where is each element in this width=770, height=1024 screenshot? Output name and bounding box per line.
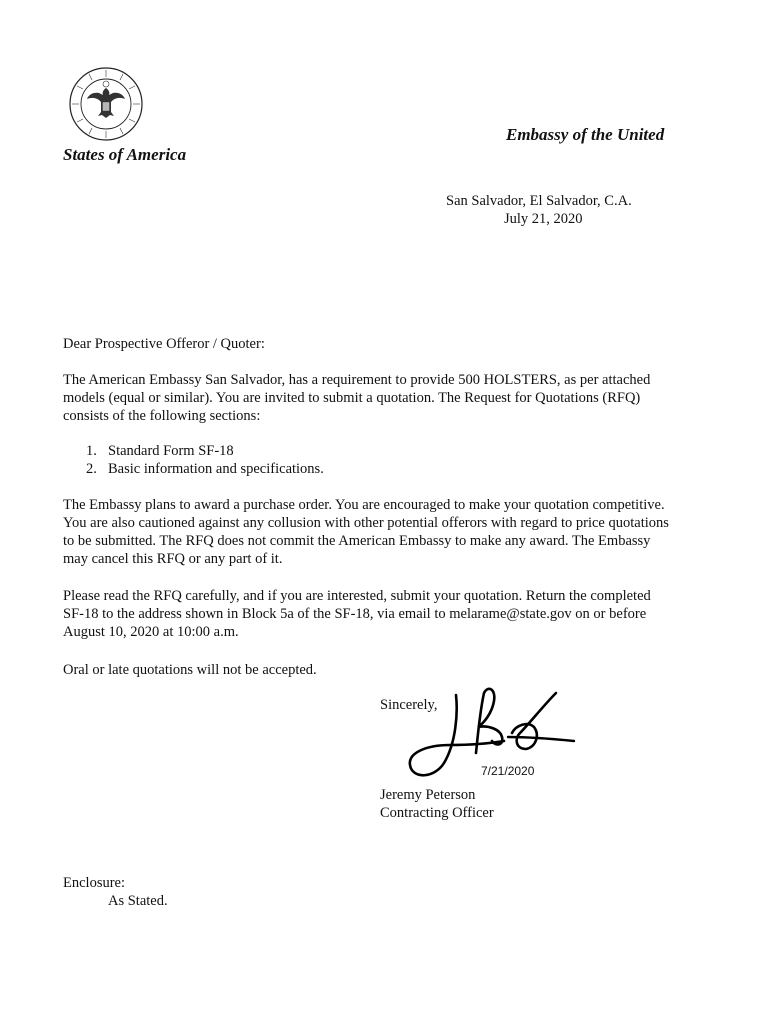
letter-date: July 21, 2020 <box>504 211 583 227</box>
department-of-state-seal-icon <box>68 66 144 142</box>
paragraph-2 <box>63 496 713 568</box>
paragraph-3-line: SF-18 to the address shown in Block 5a of the SF-18, via email to melarame@state.gov on or before <box>63 606 647 622</box>
signer-name: Jeremy Peterson <box>380 787 476 803</box>
paragraph-2-line: to be submitted. The RFQ does not commit the American Embassy to make any award. The Embassy <box>63 533 651 549</box>
list-number: 2. <box>86 461 97 477</box>
embassy-title-line2: States of America <box>63 145 187 164</box>
list-text: Standard Form SF-18 <box>108 443 234 459</box>
paragraph-2-line: The Embassy plans to award a purchase order. You are encouraged to make your quotation competitive. <box>63 497 665 513</box>
signature-date: 7/21/2020 <box>481 764 535 778</box>
list-item <box>86 460 324 478</box>
list-item <box>86 442 324 460</box>
paragraph-2-line: You are also cautioned against any collusion with other potential offerors with regard to price quotations <box>63 515 669 531</box>
list-number: 1. <box>86 443 97 459</box>
paragraph-3-line: Please read the RFQ carefully, and if you are interested, submit your quotation. Return the completed <box>63 588 651 604</box>
paragraph-3-line: August 10, 2020 at 10:00 a.m. <box>63 624 239 640</box>
rfq-sections-list <box>86 442 324 478</box>
paragraph-4: Oral or late quotations will not be accepted. <box>63 662 317 678</box>
paragraph-1-line: The American Embassy San Salvador, has a requirement to provide 500 HOLSTERS, as per attached <box>63 372 651 388</box>
embassy-title-line1: Embassy of the United <box>506 125 665 144</box>
letter-location: San Salvador, El Salvador, C.A. <box>446 193 632 209</box>
closing: Sincerely, <box>380 697 438 713</box>
signer-title: Contracting Officer <box>380 805 494 821</box>
paragraph-3 <box>63 587 713 641</box>
paragraph-1-line: consists of the following sections: <box>63 408 261 424</box>
paragraph-2-line: may cancel this RFQ or any part of it. <box>63 551 283 567</box>
list-text: Basic information and specifications. <box>108 461 324 477</box>
paragraph-1 <box>63 371 713 425</box>
paragraph-1-line: models (equal or similar). You are invited to submit a quotation. The Request for Quotations (RFQ) <box>63 390 641 406</box>
salutation: Dear Prospective Offeror / Quoter: <box>63 336 265 352</box>
enclosure-label: Enclosure: <box>63 875 126 891</box>
enclosure-value: As Stated. <box>108 893 168 909</box>
